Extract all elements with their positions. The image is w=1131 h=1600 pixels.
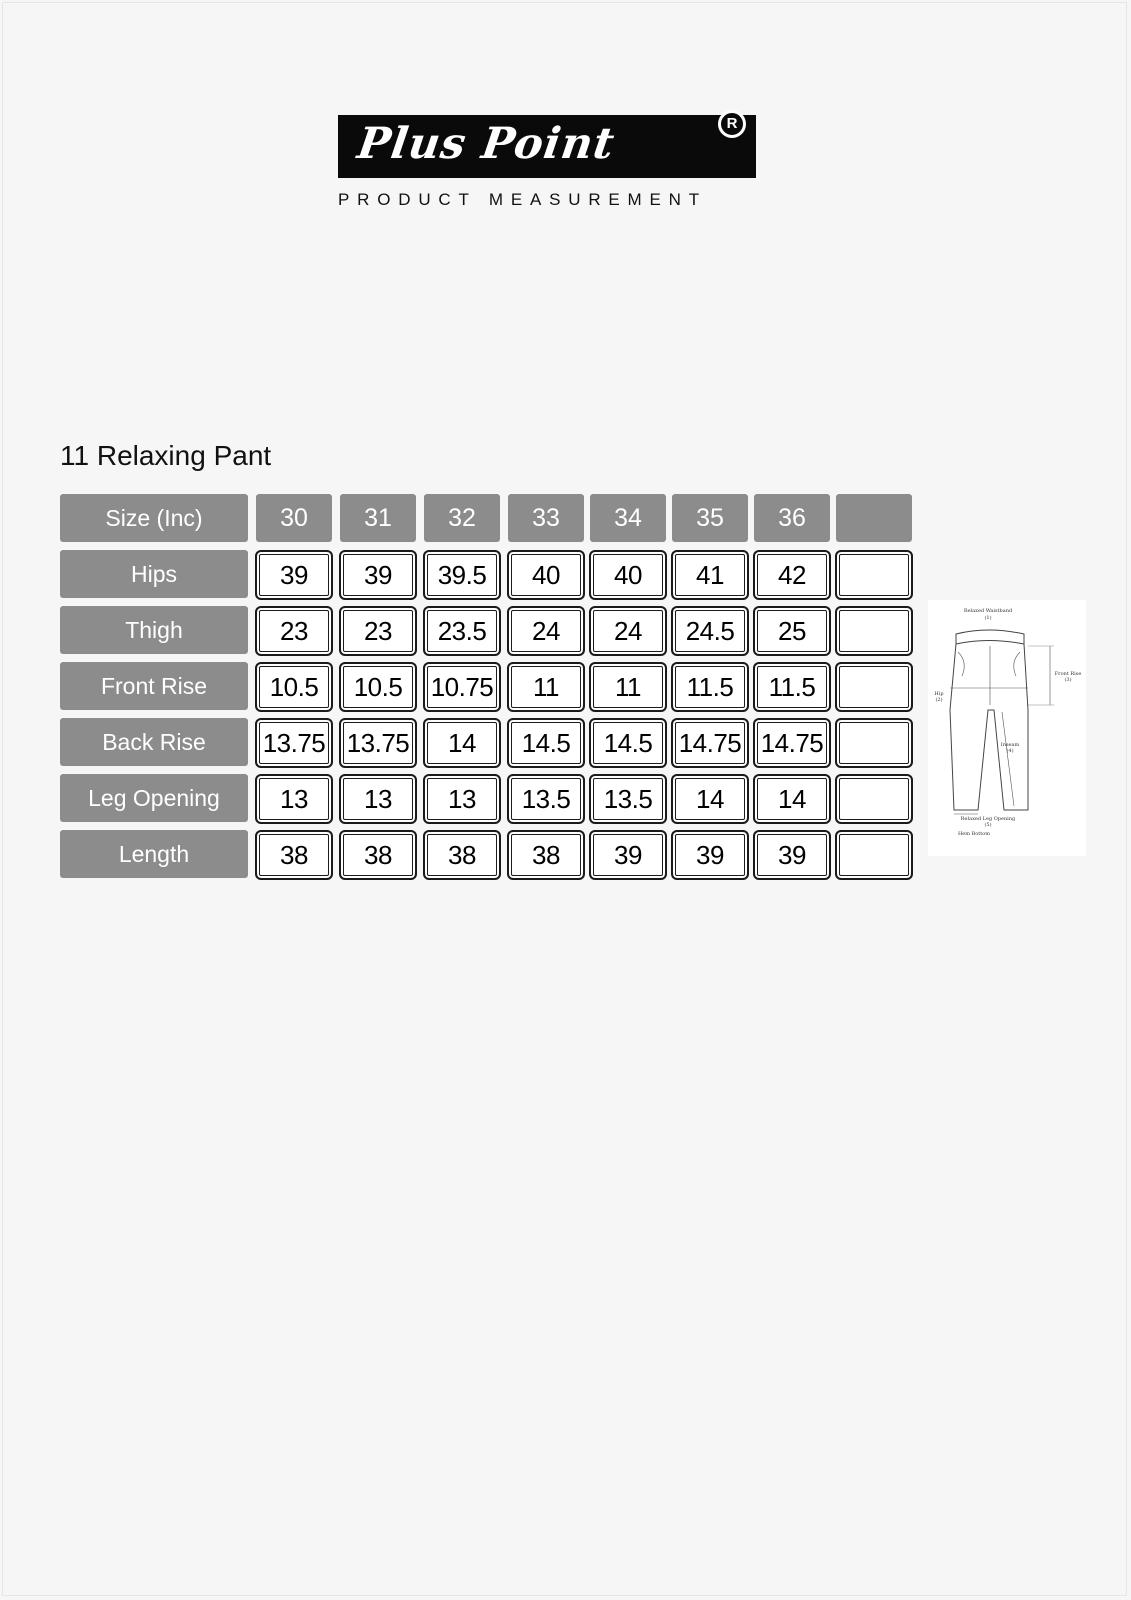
label-hip-num: (2): [935, 697, 943, 703]
label-hip: Hip: [934, 691, 944, 697]
value-cell: 13: [255, 774, 333, 824]
value-cell: 40: [507, 550, 585, 600]
value-cell: 39: [671, 830, 749, 880]
table-row: [0, 550, 920, 598]
value-cell: 39: [255, 550, 333, 600]
value-cell: 14.5: [589, 718, 667, 768]
table-row: [0, 774, 920, 822]
value-cell: 39.5: [423, 550, 501, 600]
brand-logo-text: Plus Point: [354, 119, 618, 169]
size-header: 33: [508, 494, 584, 542]
table-row: [0, 606, 920, 654]
pant-sketch-icon: [928, 600, 1086, 856]
value-cell-empty: [835, 830, 913, 880]
brand-logo: [338, 115, 756, 178]
value-cell: 23: [255, 606, 333, 656]
row-label: Leg Opening: [60, 774, 248, 822]
value-cell: 14.75: [671, 718, 749, 768]
value-cell: 39: [753, 830, 831, 880]
value-cell: 24: [589, 606, 667, 656]
value-cell: 14: [423, 718, 501, 768]
value-cell: 14.5: [507, 718, 585, 768]
value-cell: 39: [589, 830, 667, 880]
size-header: 35: [672, 494, 748, 542]
value-cell: 13.5: [507, 774, 585, 824]
table-row: [0, 830, 920, 878]
label-leg-opening: Relaxed Leg Opening: [960, 816, 1016, 822]
value-cell: 23.5: [423, 606, 501, 656]
size-header: 36: [754, 494, 830, 542]
value-cell: 11: [589, 662, 667, 712]
value-cell-empty: [835, 606, 913, 656]
value-cell: 24: [507, 606, 585, 656]
value-cell: 11: [507, 662, 585, 712]
value-cell-empty: [835, 718, 913, 768]
label-front-rise: Front Rise: [1054, 671, 1082, 677]
row-label: Back Rise: [60, 718, 248, 766]
value-cell-empty: [835, 550, 913, 600]
value-cell: 14.75: [753, 718, 831, 768]
value-cell: 10.75: [423, 662, 501, 712]
brand-subtitle: PRODUCT MEASUREMENT: [338, 190, 707, 209]
value-cell: 38: [339, 830, 417, 880]
value-cell: 13.5: [589, 774, 667, 824]
label-hem: Hem Bottom: [957, 831, 991, 837]
size-header: 30: [256, 494, 332, 542]
size-header: 34: [590, 494, 666, 542]
table-row: [0, 718, 920, 766]
value-cell: 10.5: [339, 662, 417, 712]
pant-diagram: [928, 600, 1086, 856]
row-label: Hips: [60, 550, 248, 598]
value-cell: 13: [423, 774, 501, 824]
label-leg-opening-num: (5): [984, 822, 992, 828]
row-label: Front Rise: [60, 662, 248, 710]
value-cell: 25: [753, 606, 831, 656]
table-row: [0, 662, 920, 710]
label-front-rise-num: (3): [1064, 677, 1072, 683]
value-cell: 39: [339, 550, 417, 600]
size-header: 31: [340, 494, 416, 542]
label-waistband-num: (1): [984, 615, 992, 621]
label-inseam-num: (4): [1006, 748, 1014, 754]
value-cell-empty: [835, 662, 913, 712]
value-cell: 11.5: [753, 662, 831, 712]
value-cell: 24.5: [671, 606, 749, 656]
value-cell: 38: [255, 830, 333, 880]
label-inseam: Inseam: [1000, 742, 1020, 748]
value-cell: 38: [507, 830, 585, 880]
size-header-empty: [836, 494, 912, 542]
value-cell: 23: [339, 606, 417, 656]
value-cell: 42: [753, 550, 831, 600]
value-cell: 41: [671, 550, 749, 600]
row-label: Length: [60, 830, 248, 878]
table-header-row: [0, 494, 920, 542]
registered-mark-icon: R: [718, 110, 746, 138]
value-cell: 10.5: [255, 662, 333, 712]
value-cell: 40: [589, 550, 667, 600]
value-cell: 13.75: [255, 718, 333, 768]
value-cell-empty: [835, 774, 913, 824]
value-cell: 14: [671, 774, 749, 824]
header-label: Size (Inc): [60, 494, 248, 542]
row-label: Thigh: [60, 606, 248, 654]
value-cell: 11.5: [671, 662, 749, 712]
value-cell: 13.75: [339, 718, 417, 768]
value-cell: 13: [339, 774, 417, 824]
value-cell: 14: [753, 774, 831, 824]
label-waistband: Relaxed Waistband: [963, 608, 1013, 614]
value-cell: 38: [423, 830, 501, 880]
size-header: 32: [424, 494, 500, 542]
product-title: 11 Relaxing Pant: [60, 440, 272, 471]
